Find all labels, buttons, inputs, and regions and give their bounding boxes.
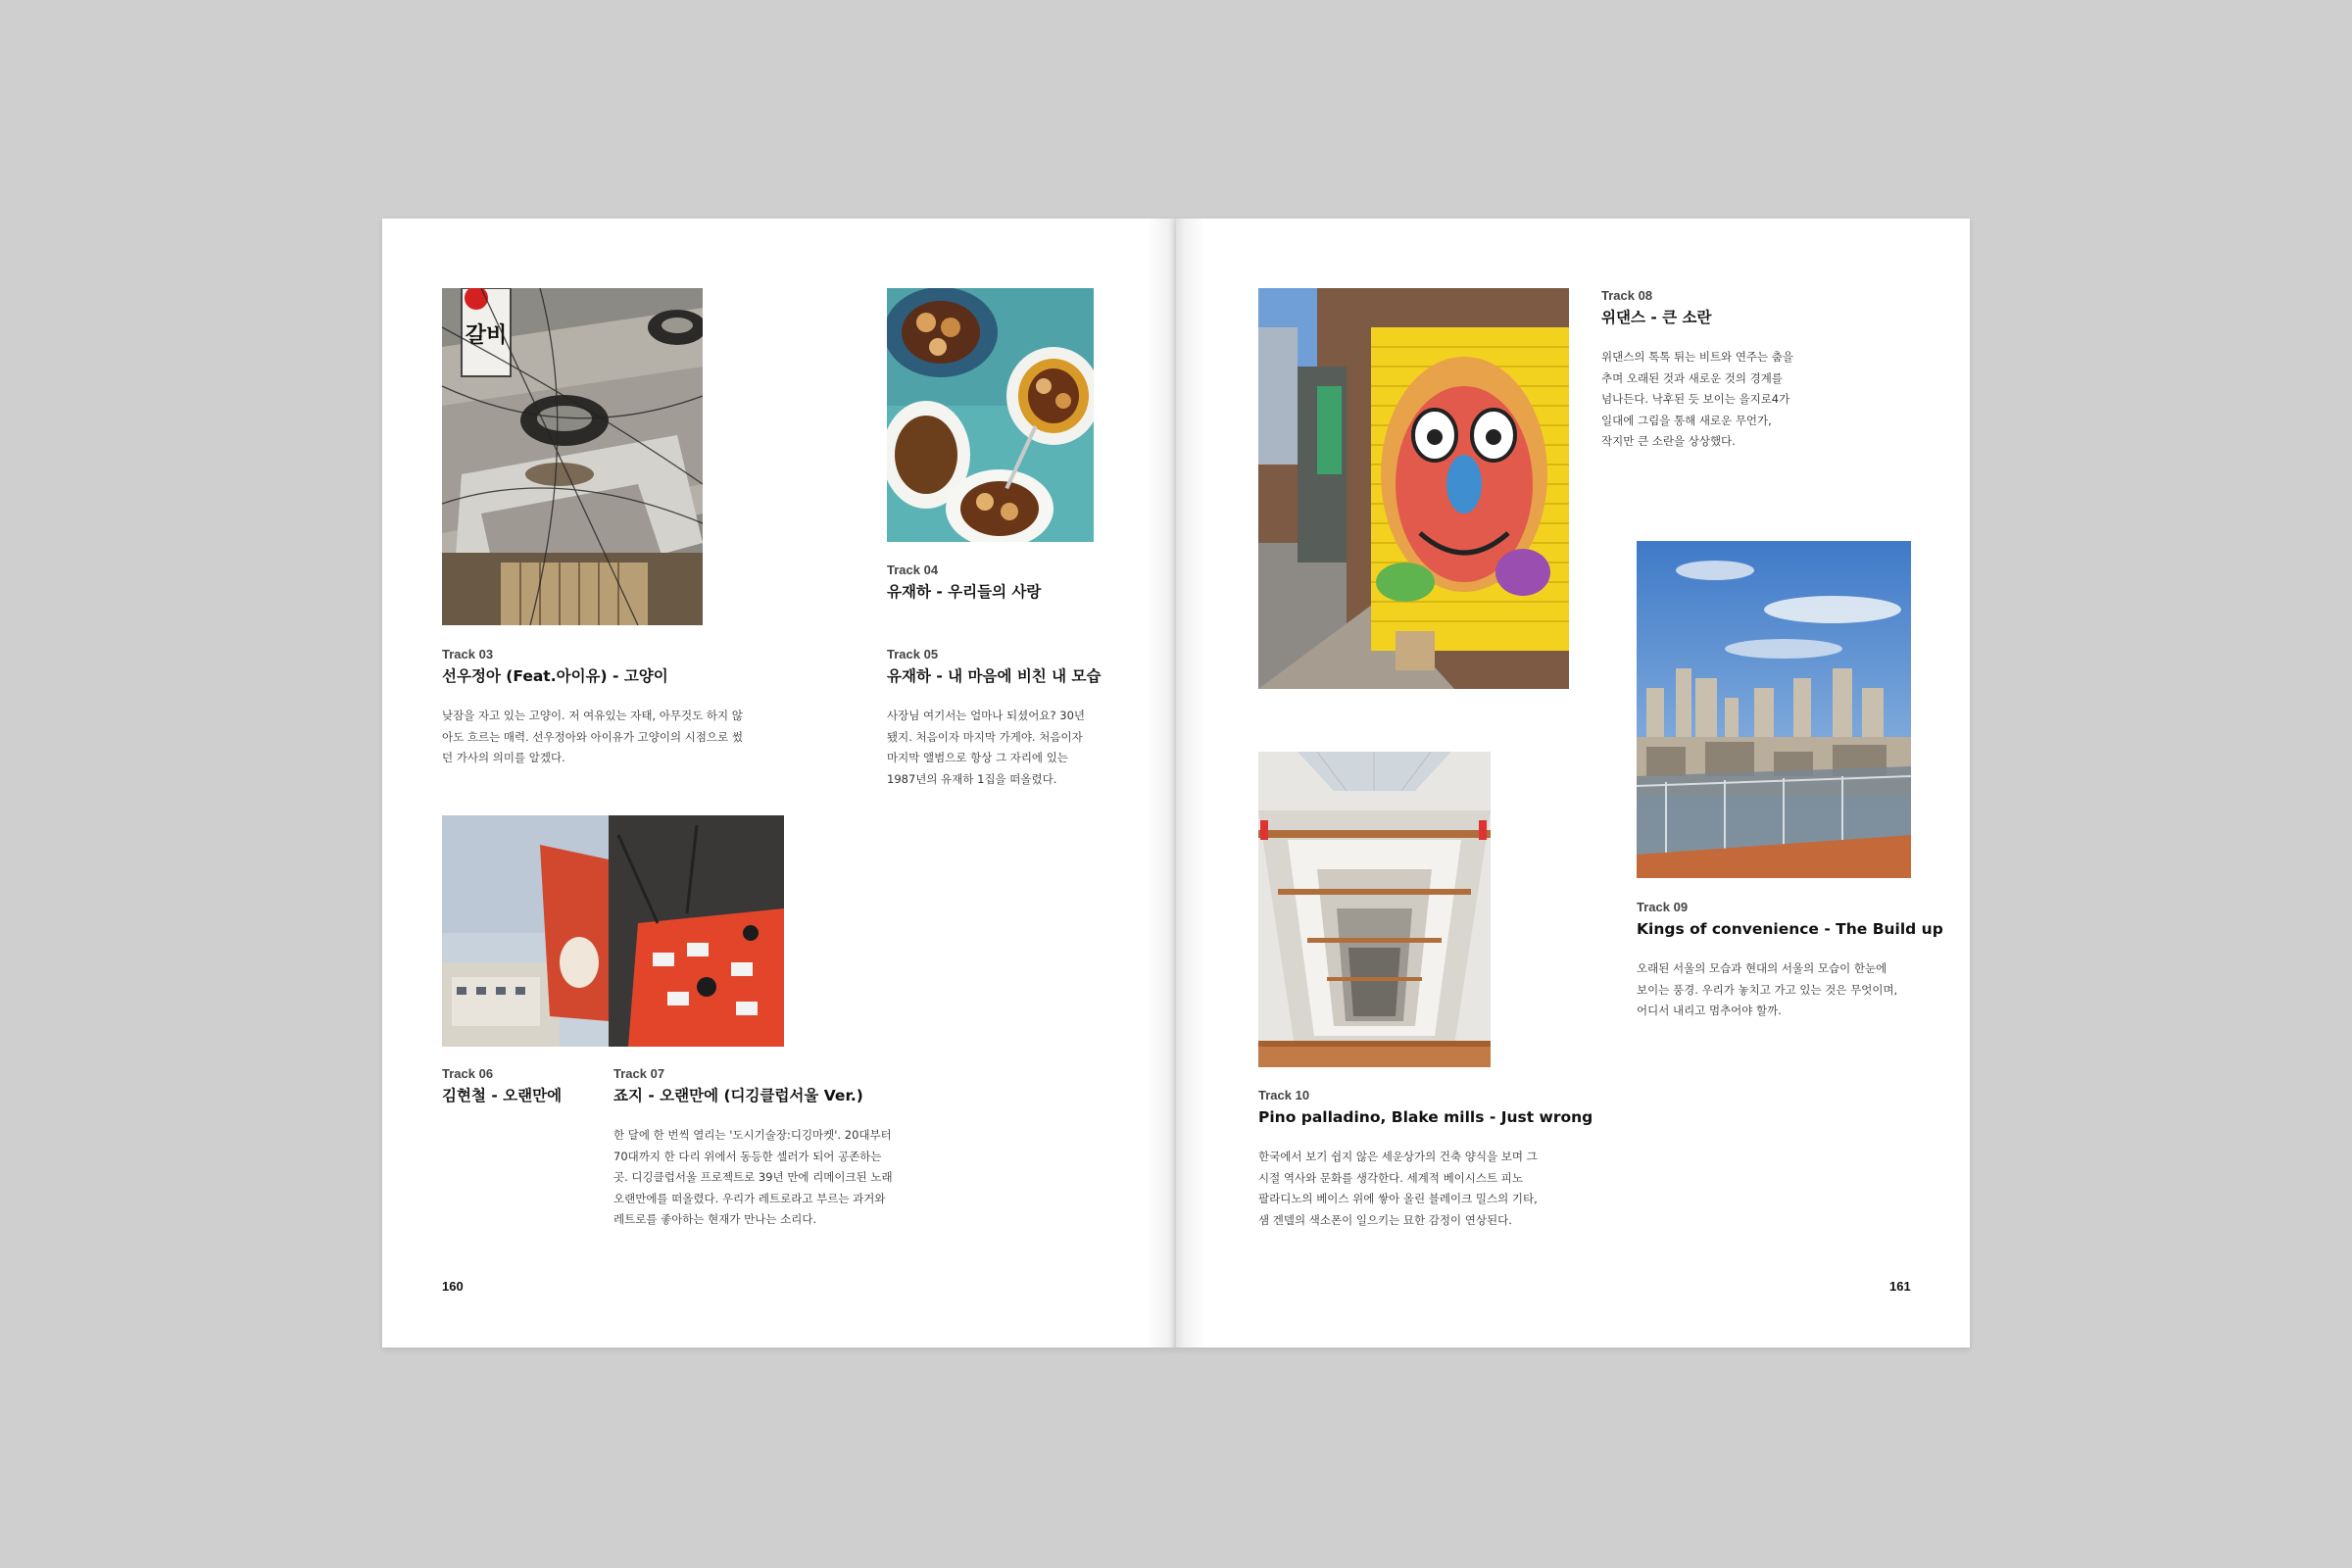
track-title: 유재하 - 우리들의 사랑 <box>887 583 1042 601</box>
track-05-block <box>887 647 1142 790</box>
photo-rooftop-cat <box>442 288 703 625</box>
track-number: Track 05 <box>887 647 939 662</box>
track-number: Track 10 <box>1258 1088 1310 1102</box>
track-06-block <box>442 1066 599 1105</box>
photo-flea-market <box>442 815 784 1047</box>
track-description: 사장님 여기서는 얼마나 되셨어요? 30년 됐지. 처음이자 마지막 가게야. 처음이자 마지막 앨범으로 항상 그 자리에 있는 1987년의 유재하 1집을 떠올렸다. <box>887 709 1085 786</box>
track-number: Track 03 <box>442 647 494 662</box>
track-number: Track 07 <box>613 1066 665 1081</box>
track-description: 한국에서 보기 쉽지 않은 세운상가의 건축 양식을 보며 그 시절 역사와 문화를 생각한다. 세계적 베이시스트 피노 팔라디노의 베이스 위에 쌓아 올린 블레이크 밀스의 기타, 샘 겐델의 색소폰이 일으키는 묘한 감정이 연상된다. <box>1258 1150 1538 1227</box>
track-title: 선우정아 (Feat.아이유) - 고양이 <box>442 667 668 685</box>
track-04-block <box>887 563 1142 602</box>
track-title: 김현철 - 오랜만에 <box>442 1087 563 1104</box>
track-08-block <box>1601 288 1925 453</box>
track-number: Track 08 <box>1601 288 1653 303</box>
sign-text: 갈비 <box>465 323 508 348</box>
gutter-shadow <box>1176 219 1205 1348</box>
left-page <box>382 219 1176 1348</box>
track-07-block <box>613 1066 947 1231</box>
track-09-block <box>1637 900 1950 1022</box>
right-page <box>1176 219 1970 1348</box>
photo-atrium <box>1258 752 1491 1067</box>
photo-sweets-table <box>887 288 1094 542</box>
track-description: 한 달에 한 번씩 열리는 '도시기술장:디깅마켓'. 20대부터 70대까지 한 다리 위에서 동등한 셀러가 되어 공존하는 곳. 디깅클럽서울 프로젝트로 39년 만에 리메이크된 노래 오랜만에를 떠올렸다. 우리가 레트로라고 부르는 과거와 레트로를 좋아하는 현재가 만나는 소리다. <box>613 1128 893 1226</box>
track-03-block <box>442 647 765 769</box>
page-number: 160 <box>442 1279 464 1294</box>
track-10-block <box>1258 1088 1611 1231</box>
book-spread <box>382 219 1970 1348</box>
track-number: Track 09 <box>1637 900 1689 914</box>
gutter-shadow <box>1147 219 1176 1348</box>
track-title: Pino palladino, Blake mills - Just wrong <box>1258 1108 1593 1126</box>
track-number: Track 06 <box>442 1066 494 1081</box>
track-title: 죠지 - 오랜만에 (디깅클럽서울 Ver.) <box>613 1087 863 1104</box>
photo-city-skyline <box>1637 541 1911 878</box>
page-number: 161 <box>1889 1279 1911 1294</box>
track-description: 위댄스의 톡톡 튀는 비트와 연주는 춤을 추며 오래된 것과 새로운 것의 경계를 넘나든다. 낙후된 듯 보이는 을지로4가 일대에 그림을 통해 새로운 무언가, 작지만 큰 소란을 상상했다. <box>1601 350 1794 448</box>
track-description: 오래된 서울의 모습과 현대의 서울의 모습이 한눈에 보이는 풍경. 우리가 놓치고 가고 있는 것은 무엇이며, 어디서 내리고 멈추어야 할까. <box>1637 961 1898 1017</box>
track-description: 낮잠을 자고 있는 고양이. 저 여유있는 자태, 아무것도 하지 않 아도 흐르는 매력. 선우정아와 아이유가 고양이의 시점으로 썼 던 가사의 의미를 알겠다. <box>442 709 743 764</box>
track-title: Kings of convenience - The Build up <box>1637 920 1943 938</box>
photo-shutter-mural <box>1258 288 1569 689</box>
track-title: 유재하 - 내 마음에 비친 내 모습 <box>887 667 1102 685</box>
track-number: Track 04 <box>887 563 939 577</box>
track-title: 위댄스 - 큰 소란 <box>1601 309 1712 326</box>
